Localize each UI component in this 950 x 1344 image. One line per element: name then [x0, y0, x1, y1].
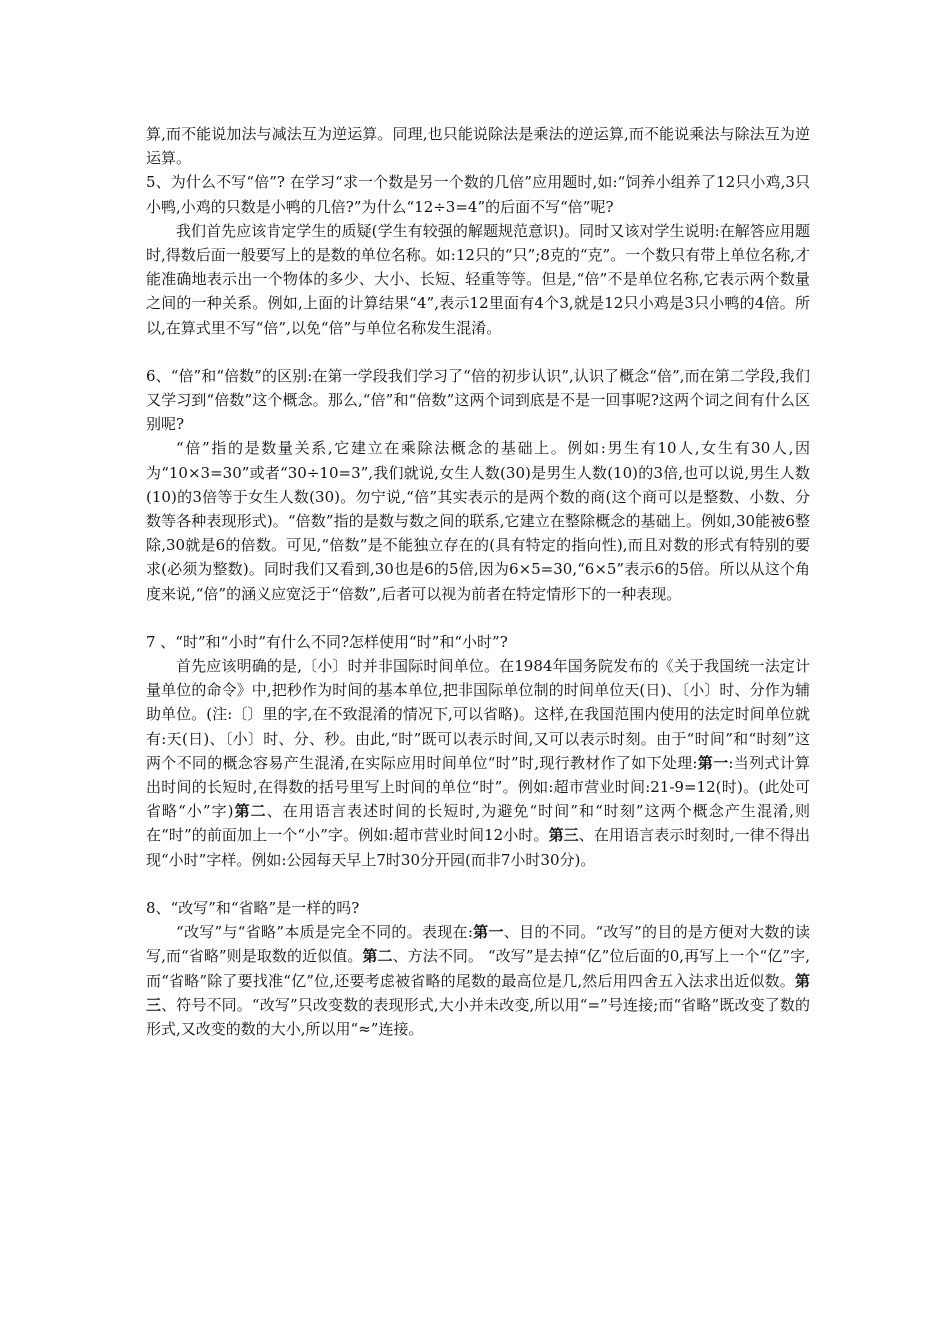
q8-answer-part-3: 、方法不同。 “改写”是去掉“亿”位后面的0,再写上一个“亿”字,而“省略”除了要找准“亿”位,还要考虑被省略的尾数的最高位是几,然后用四舍五入法求出近似数。 [146, 947, 810, 990]
q7-answer [146, 654, 810, 872]
q6-heading: 6、“倍”和“倍数”的区别:在第一学段我们学习了“倍的初步认识”,认识了概念“倍”,而在第二学段,我们又学习到“倍数”这个概念。那么,“倍”和“倍数”这两个词到底是不是一回事呢?这两个词之间有什么区别呢? [146, 366, 810, 434]
q6-answer: “倍”指的是数量关系,它建立在乘除法概念的基础上。例如:男生有10人,女生有30人,因为“10×3=30”或者“30÷10=3”,我们就说,女生人数(30)是男生人数(10)的3倍,也可以说,男生人数(10)的3倍等于女生人数(30)。勿宁说,“倍”其实表示的是两个数的商(这个商可以是整数、小数、分数等各种表现形式)。“倍数”指的是数与数之间的联系,它建立在整除概念的基础上。例如,30能被6整除,30就是6的倍数。可见,“倍数”是不能独立存在的(具有特定的指向性),而且对数的形式有特别的要求(必须为整数)。同时我们又看到,30也是6的5倍,因为6×5=30,“6×5”表示6的5倍。所以从这个角度来说,“倍”的涵义应宽泛于“倍数”,后者可以视为前者在特定情形下的一种表现。 [146, 439, 810, 603]
section-gap [146, 606, 810, 630]
q8-third-label: 第三 [146, 971, 810, 1014]
q5-heading: 5、为什么不写“倍”? 在学习“求一个数是另一个数的几倍”应用题时,如:“饲养小组养了12只小鸡,3只小鸭,小鸡的只数是小鸭的几倍?”为什么“12÷3=4”的后面不写“倍”呢? [146, 173, 810, 216]
q7-answer-part-3: 、在用语言表述时间的长短时,为避免“时间”和“时刻”这两个概念产生混淆,则在“时”的前面加上一个“小”字。例如:超市营业时间12小时。 [146, 802, 810, 845]
q7-third-label: 第三 [548, 826, 579, 845]
section-gap [146, 872, 810, 896]
q5-answer: 我们首先应该肯定学生的质疑(学生有较强的解题规范意识)。同时又该对学生说明:在解答应用题时,得数后面一般要写上的是数的单位名称。如:12只的“只”;8克的“克”。一个数只有带上单位名称,才能准确地表示出一个物体的多少、大小、长短、轻重等等。但是,“倍”不是单位名称,它表示两个数量之间的一种关系。例如,上面的计算结果“4”,表示12里面有4个3,就是12只小鸡是3只小鸭的4倍。所以,在算式里不写“倍”,以免“倍”与单位名称发生混淆。 [146, 221, 810, 337]
q7-second-label: 第二 [233, 802, 267, 821]
q8-first-label: 第一 [472, 923, 504, 942]
q8-answer-part-2: 、目的不同。“改写”的目的是方便对大数的读写,而“省略”则是取数的近似值。 [146, 923, 810, 966]
q8-answer-part-1: “改写”与“省略”本质是完全不同的。表现在: [176, 923, 473, 942]
intro-paragraph: 算,而不能说加法与减法互为逆运算。同理,也只能说除法是乘法的逆运算,而不能说乘法与除法互为逆运算。 [146, 125, 810, 168]
q7-heading: 7 、“时”和“小时”有什么不同?怎样使用“时”和“小时”? [146, 632, 508, 651]
q7-first-label: 第一 [697, 753, 729, 772]
q7-answer-part-4: 、在用语言表示时刻时,一律不得出现“小时”字样。例如:公园每天早上7时30分开园(而非7小时30分)。 [146, 826, 810, 869]
section-gap [146, 340, 810, 364]
q8-answer [146, 920, 810, 1041]
q8-heading: 8、“改写”和“省略”是一样的吗? [146, 898, 360, 917]
q7-answer-part-2: :当列式计算出时间的长短时,在得数的括号里写上时间的单位“时”。例如:超市营业时间:21-9=12(时)。(此处可省略“小”字) [146, 753, 810, 821]
document-body [146, 122, 810, 1041]
q7-answer-part-1: 首先应该明确的是,〔小〕时并非国际时间单位。在1984年国务院发布的《关于我国统一法定计量单位的命令》中,把秒作为时间的基本单位,把非国际单位制的时间单位天(日)、〔小〕时、分作为辅助单位。(注:〔〕里的字,在不致混淆的情况下,可以省略)。这样,在我国范围内使用的法定时间单位就有:天(日)、〔小〕时、分、秒。由此,“时”既可以表示时间,又可以表示时刻。由于“时间”和“时刻”这两个不同的概念容易产生混淆,在实际应用时间单位“时”时,现行教材作了如下处理: [146, 657, 810, 772]
q8-second-label: 第二 [362, 947, 393, 966]
q8-answer-part-4: 、符号不同。“改写”只改变数的表现形式,大小并未改变,所以用“=”号连接;而“省略”既改变了数的形式,又改变的数的大小,所以用“≈”连接。 [146, 995, 810, 1038]
